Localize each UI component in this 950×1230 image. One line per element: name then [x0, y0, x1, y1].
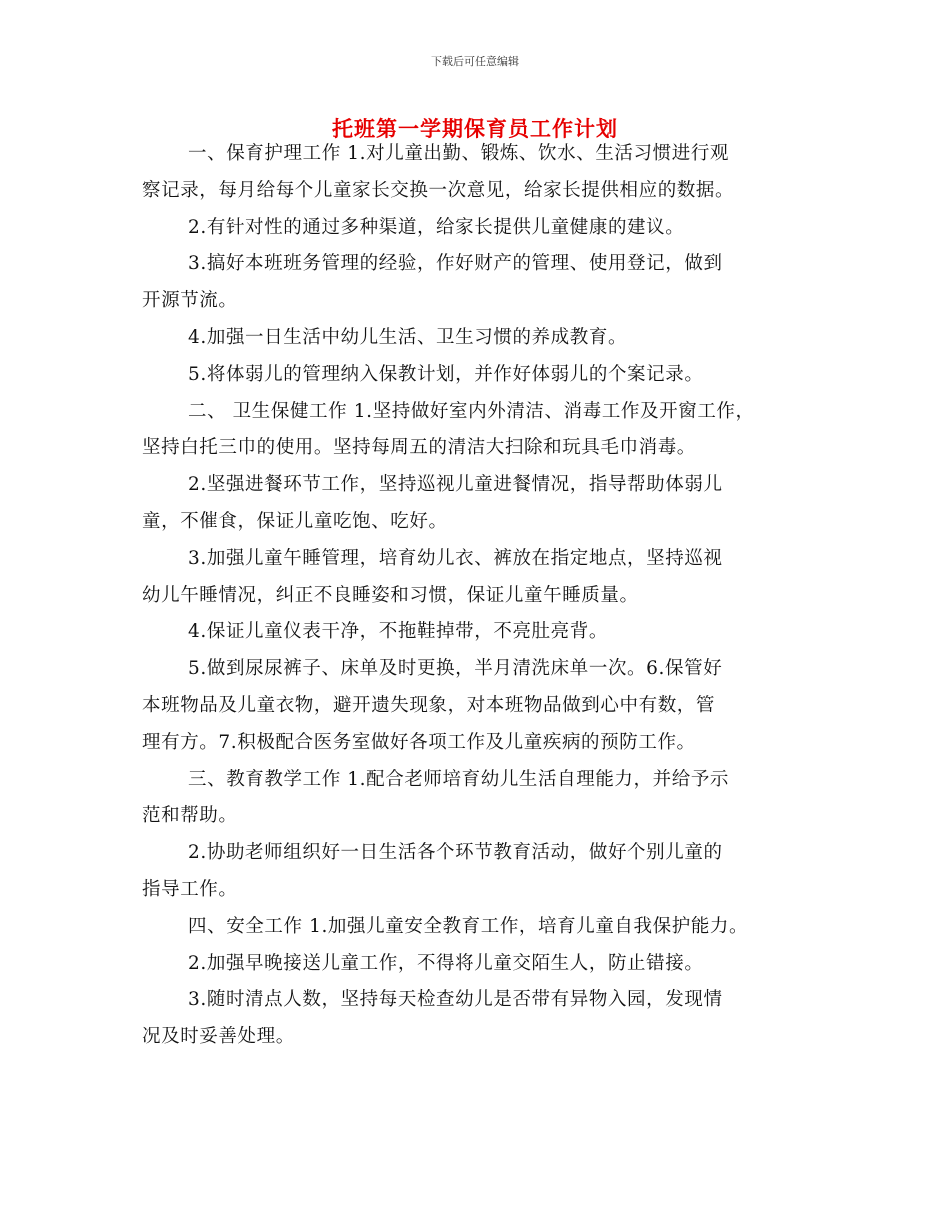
paragraph-line: 理有方。7.积极配合医务室做好各项工作及儿童疾病的预防工作。 — [142, 731, 696, 753]
paragraph — [142, 320, 832, 357]
paragraph-line: 幼儿午睡情况，纠正不良睡姿和习惯，保证儿童午睡质量。 — [142, 584, 639, 606]
paragraph — [142, 210, 832, 247]
paragraph-line: 察记录，每月给每个儿童家长交换一次意见，给家长提供相应的数据。 — [142, 179, 735, 201]
paragraph-line: 四、安全工作 1.加强儿童安全教育工作，培育儿童自我保护能力。 — [188, 915, 749, 937]
paragraph-line: 5.做到尿尿裤子、床单及时更换，半月清洗床单一次。6.保管好 — [188, 658, 723, 680]
paragraph-line: 3.加强儿童午睡管理，培育幼儿衣、裤放在指定地点，坚持巡视 — [188, 547, 723, 569]
paragraph-line: 2.有针对性的通过多种渠道，给家长提供儿童健康的建议。 — [188, 216, 685, 238]
paragraph-line: 二、 卫生保健工作 1.坚持做好室内外清洁、消毒工作及开窗工作， — [188, 400, 755, 422]
header-note: 下载后可任意编辑 — [431, 55, 519, 68]
paragraph-line: 本班物品及儿童衣物，避开遗失现象，对本班物品做到心中有数，管 — [142, 694, 716, 716]
paragraph-line: 2.协助老师组织好一日生活各个环节教育活动，做好个别儿童的 — [188, 842, 723, 864]
paragraph — [142, 357, 832, 394]
paragraph-line: 指导工作。 — [142, 878, 238, 900]
paragraph-line: 2.坚强进餐环节工作，坚持巡视儿童进餐情况，指导帮助体弱儿 — [188, 474, 723, 496]
paragraph — [142, 614, 832, 651]
paragraph-line: 坚持白托三巾的使用。坚持每周五的清洁大扫除和玩具毛巾消毒。 — [142, 437, 696, 459]
paragraph-line: 4.保证儿童仪表干净，不拖鞋掉带，不亮肚亮背。 — [188, 621, 608, 643]
paragraph-line: 3.随时清点人数，坚持每天检查幼儿是否带有异物入园，发现情 — [188, 989, 723, 1011]
paragraph-line: 况及时妥善处理。 — [142, 1026, 295, 1048]
paragraph-line: 4.加强一日生活中幼儿生活、卫生习惯的养成教育。 — [188, 326, 628, 348]
paragraph — [142, 246, 832, 320]
paragraph-line: 3.搞好本班班务管理的经验，作好财产的管理、使用登记，做到 — [188, 253, 723, 275]
paragraph — [142, 394, 832, 468]
paragraph-line: 童，不催食，保证儿童吃饱、吃好。 — [142, 510, 448, 532]
paragraph — [142, 946, 832, 983]
paragraph-line: 三、教育教学工作 1.配合老师培育幼儿生活自理能力，并给予示 — [188, 768, 730, 790]
document-title: 托班第一学期保育员工作计划 — [332, 117, 618, 141]
paragraph-line: 开源节流。 — [142, 290, 238, 312]
paragraph — [142, 762, 832, 836]
paragraph-line: 2.加强早晚接送儿童工作，不得将儿童交陌生人，防止错接。 — [188, 952, 704, 974]
paragraph — [142, 909, 832, 946]
paragraph-line: 一、保育护理工作 1.对儿童出勤、锻炼、饮水、生活习惯进行观 — [188, 143, 730, 164]
paragraph — [142, 651, 832, 761]
paragraph — [142, 467, 832, 541]
paragraph-line: 范和帮助。 — [142, 805, 238, 827]
paragraph — [142, 136, 832, 210]
paragraph — [142, 982, 832, 1056]
paragraph — [142, 835, 832, 909]
document-body — [142, 136, 832, 1056]
paragraph-line: 5.将体弱儿的管理纳入保教计划，并作好体弱儿的个案记录。 — [188, 363, 704, 385]
paragraph — [142, 541, 832, 615]
